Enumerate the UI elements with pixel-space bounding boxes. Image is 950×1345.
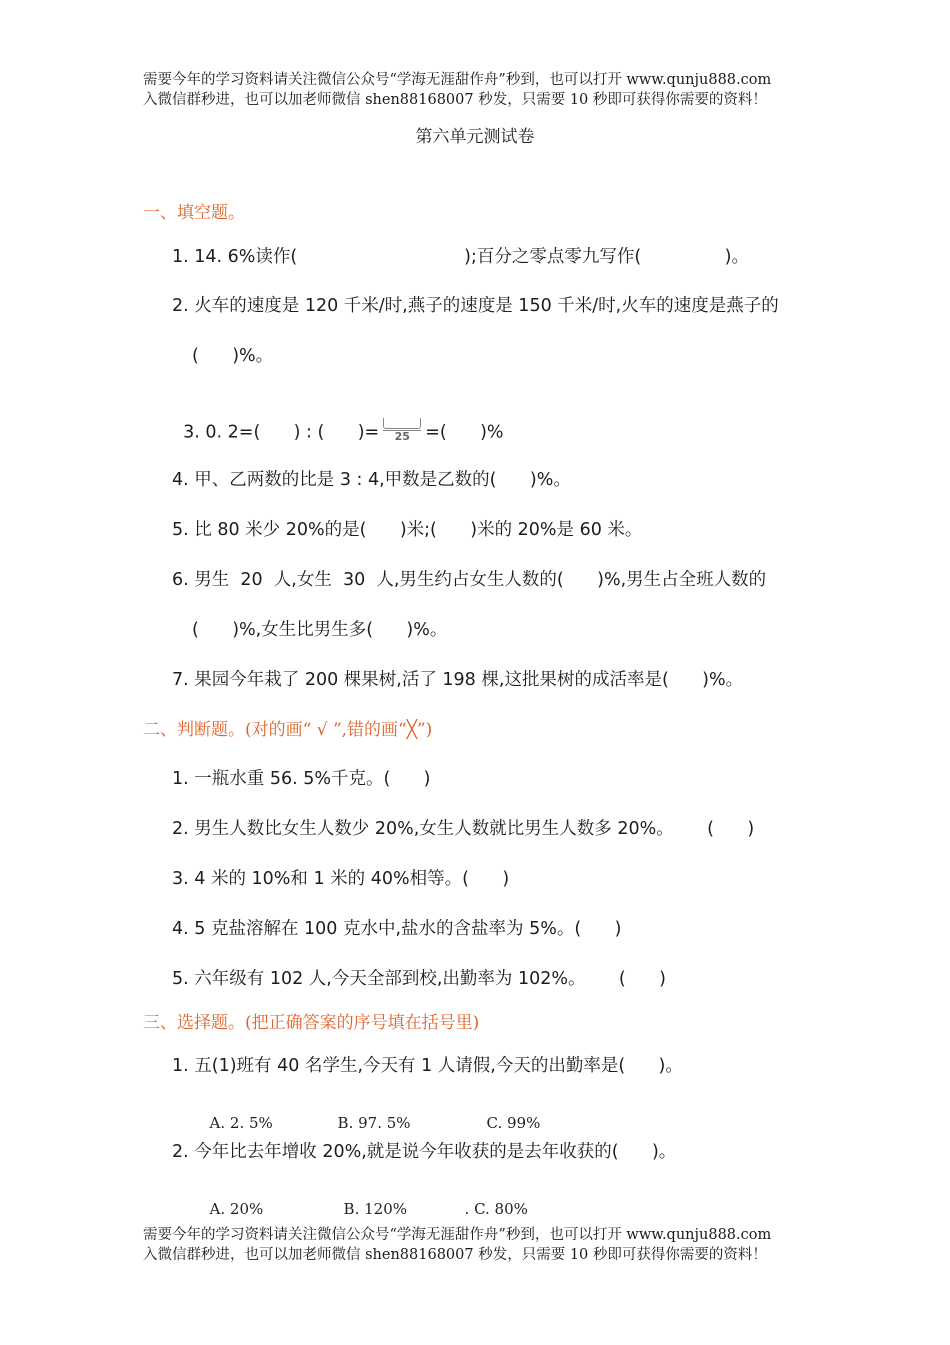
footer-notice [143, 1225, 823, 1265]
option-b: B. 97. 5% [337, 1114, 411, 1132]
fraction [383, 418, 421, 443]
footer-notice-line-2: 入微信群秒进，也可以加老师微信 shen88168007 秒发，只需要 10 秒即可获得你需要的资料！ [143, 1247, 767, 1263]
fill-question-3 [172, 400, 504, 445]
fill-question-3-left: 3. 0. 2=( ) : ( )= [183, 422, 380, 443]
fill-question-6: 6. 男生 20 人,女生 30 人,男生约占女生人数的( )%,男生占全班人数的 [172, 570, 767, 590]
judge-question-5: 5. 六年级有 102 人,今天全部到校,出勤率为 102%。 ( ) [172, 969, 666, 989]
choice-question-2-options [200, 1182, 528, 1218]
choice-question-1: 1. 五(1)班有 40 名学生,今天有 1 人请假,今天的出勤率是( )。 [172, 1056, 683, 1076]
judge-question-4: 4. 5 克盐溶解在 100 克水中,盐水的含盐率为 5%。( ) [172, 919, 622, 939]
option-a: A. 2. 5% [209, 1114, 273, 1132]
fraction-denominator: 25 [394, 430, 410, 443]
choice-question-2: 2. 今年比去年增收 20%,就是说今年收获的是去年收获的( )。 [172, 1142, 677, 1162]
option-a: A. 20% [209, 1200, 264, 1218]
fill-question-2: 2. 火车的速度是 120 千米/时,燕子的速度是 150 千米/时,火车的速度是燕子的 [172, 296, 779, 316]
section-2-heading: 二、判断题。(对的画“ √ ”,错的画“╳”) [143, 720, 433, 740]
header-notice [143, 70, 823, 110]
judge-question-1: 1. 一瓶水重 56. 5%千克。( ) [172, 769, 431, 789]
option-c: . C. 80% [464, 1200, 528, 1218]
judge-question-2: 2. 男生人数比女生人数少 20%,女生人数就比男生人数多 20%。 ( ) [172, 819, 755, 839]
choice-question-1-options [200, 1096, 540, 1132]
fill-question-7: 7. 果园今年栽了 200 棵果树,活了 198 棵,这批果树的成活率是( )%。 [172, 670, 744, 690]
section-3-heading: 三、选择题。(把正确答案的序号填在括号里) [143, 1013, 480, 1033]
fill-question-3-right: =( )% [425, 422, 504, 443]
footer-notice-line-1: 需要今年的学习资料请关注微信公众号“学海无涯甜作舟”秒到，也可以打开 www.qunju888.com [143, 1227, 772, 1243]
option-b: B. 120% [343, 1200, 407, 1218]
header-notice-line-1: 需要今年的学习资料请关注微信公众号“学海无涯甜作舟”秒到，也可以打开 www.qunju888.com [143, 72, 772, 88]
page-title: 第六单元测试卷 [415, 127, 535, 147]
fill-question-5: 5. 比 80 米少 20%的是( )米;( )米的 20%是 60 米。 [172, 520, 643, 540]
option-c: C. 99% [486, 1114, 541, 1132]
fill-question-4: 4. 甲、乙两数的比是 3 : 4,甲数是乙数的( )%。 [172, 470, 571, 490]
section-1-heading: 一、填空题。 [143, 203, 245, 223]
fill-question-1: 1. 14. 6%读作( );百分之零点零九写作( )。 [172, 247, 749, 267]
fraction-numerator-blank [383, 418, 421, 429]
judge-question-3: 3. 4 米的 10%和 1 米的 40%相等。( ) [172, 869, 510, 889]
fill-question-2-continued: ( )%。 [192, 346, 274, 366]
header-notice-line-2: 入微信群秒进，也可以加老师微信 shen88168007 秒发，只需要 10 秒即可获得你需要的资料！ [143, 92, 767, 108]
fill-question-6-continued: ( )%,女生比男生多( )%。 [192, 620, 448, 640]
